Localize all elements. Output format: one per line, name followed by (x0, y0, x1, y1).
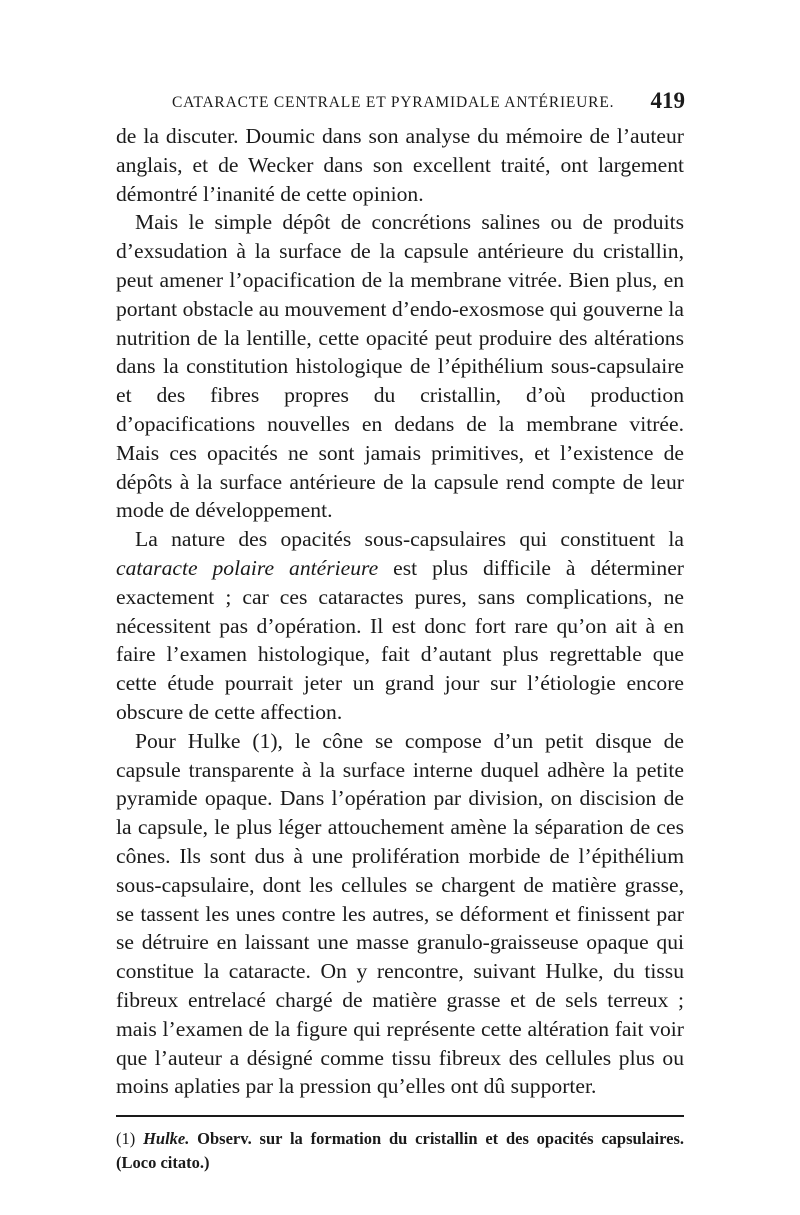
footnote-marker: (1) (116, 1129, 144, 1149)
paragraph-text-before-term: La nature des opacités sous-capsulaires qui constituent la (135, 527, 684, 552)
footnote-author: Hulke. (143, 1129, 190, 1149)
running-title: CATARACTE CENTRALE ET PYRAMIDALE ANTÉRIEURE. (172, 94, 615, 111)
paragraph-continued: de la discuter. Doumic dans son analyse du mémoire de l’auteur anglais, et de Wecker dans son excellent traité, ont largement démontré l’inanité de cette opinion. (116, 124, 684, 206)
footnote-rule (116, 1115, 684, 1117)
paragraph-text-after-term: est plus difficile à déterminer exactement ; car ces cataractes pures, sans complications, ne nécessitent pas d’opération. Il est donc fort rare qu’on ait à en faire l’examen histologique, fait d’autant plus regrettable que cette étude pourrait jeter un grand jour sur l’étiologie encore obscure de cette affection. (116, 555, 684, 724)
paragraph-depot-concretions: Mais le simple dépôt de concrétions salines ou de produits d’exsudation à la surface de la capsule antérieure du cristallin, peut amener l’opacification de la membrane vitrée. Bien plus, en portant obstacle au mouvement d’endo-exosmose qui gouverne la nutrition de la lentille, cette opacité peut produire des altérations dans la constitution histologique de l’épithélium sous-capsulaire et des fibres propres du cristallin, d’où production d’opacifications nouvelles en dedans de la membrane vitrée. Mais ces opacités ne sont jamais primitives, et l’existence de dépôts à la surface antérieure de la capsule rend compte de leur mode de développement. (116, 210, 684, 523)
paragraph-hulke: Pour Hulke (1), le cône se compose d’un petit disque de capsule transparente à la surface interne duquel adhère la petite pyramide opaque. Dans l’opération par division, on discision de la capsule, le plus léger attouchement amène la séparation de ces cônes. Ils sont dus à une prolifération morbide de l’épithélium sous-capsulaire, dont les cellules se chargent de matière grasse, se tassent les unes contre les autres, se déforment et finissent par se détruire en laissant une masse granulo-graisseuse opaque qui constitue la cataracte. On y rencontre, suivant Hulke, du tissu fibreux entrelacé chargé de matière grasse et de sels terreux ; mais l’examen de la figure qui représente cette altération fait voir que l’auteur a désigné comme tissu fibreux des cellules plus ou moins aplaties par la pression qu’elles ont dû supporter. (116, 728, 684, 1099)
page-number: 419 (650, 88, 685, 113)
footnote-text: Observ. sur la formation du cristallin et des opacités capsulaires. (Loco citato.) (116, 1129, 684, 1173)
italic-term: cataracte polaire antérieure (116, 555, 379, 580)
footnote (116, 1127, 684, 1175)
running-head (116, 88, 685, 122)
body-text (116, 122, 684, 1101)
paragraph-opacites-sous-capsulaires (116, 525, 684, 727)
book-page (116, 88, 685, 1175)
